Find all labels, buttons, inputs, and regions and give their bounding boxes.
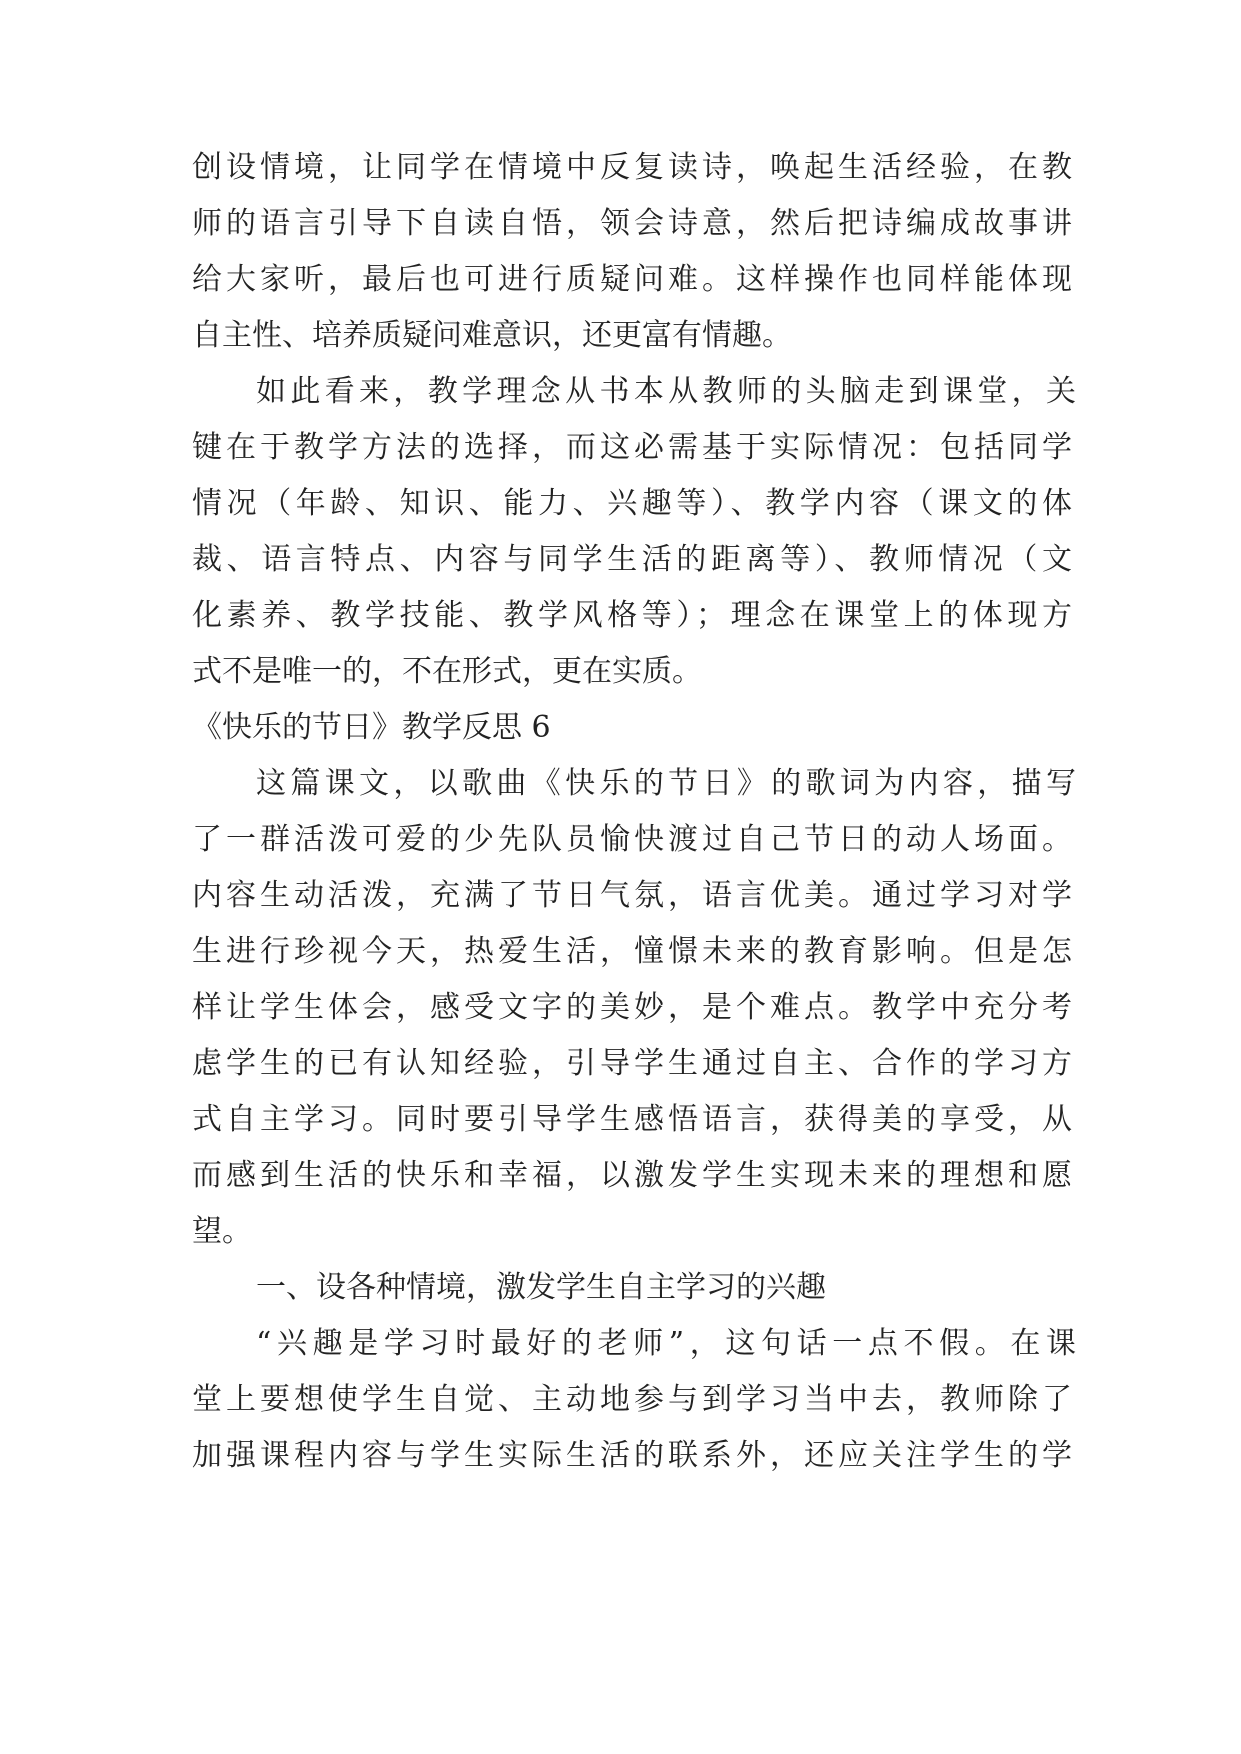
paragraph-line: 生进行珍视今天，热爱生活，憧憬未来的教育影响。但是怎 xyxy=(192,934,1072,969)
paragraph-line: 堂上要想使学生自觉、主动地参与到学习当中去，教师除了 xyxy=(192,1382,1072,1417)
paragraph-line: 加强课程内容与学生实际生活的联系外，还应关注学生的学 xyxy=(192,1438,1072,1473)
paragraph-line: 情况（年龄、知识、能力、兴趣等）、教学内容（课文的体 xyxy=(192,486,1072,521)
subheading-line: 一、设各种情境，激发学生自主学习的兴趣 xyxy=(256,1270,826,1305)
paragraph-line: 自主性、培养质疑问难意识，还更富有情趣。 xyxy=(192,318,792,353)
paragraph-line: 裁、语言特点、内容与同学生活的距离等）、教师情况（文 xyxy=(192,542,1072,577)
paragraph-line: 了一群活泼可爱的少先队员愉快渡过自己节日的动人场面。 xyxy=(192,822,1072,857)
section-heading: 《快乐的节日》教学反思 6 xyxy=(192,710,551,745)
paragraph-line: 创设情境，让同学在情境中反复读诗，唤起生活经验，在教 xyxy=(192,150,1072,185)
paragraph-line: 式自主学习。同时要引导学生感悟语言，获得美的享受，从 xyxy=(192,1102,1072,1137)
paragraph-line: 而感到生活的快乐和幸福，以激发学生实现未来的理想和愿 xyxy=(192,1158,1072,1193)
paragraph-line: 化素养、教学技能、教学风格等）；理念在课堂上的体现方 xyxy=(192,598,1072,633)
paragraph-line: 虑学生的已有认知经验，引导学生通过自主、合作的学习方 xyxy=(192,1046,1072,1081)
paragraph-line: 式不是唯一的，不在形式，更在实质。 xyxy=(192,654,702,689)
paragraph-line: 内容生动活泼，充满了节日气氛，语言优美。通过学习对学 xyxy=(192,878,1072,913)
paragraph-line: 给大家听，最后也可进行质疑问难。这样操作也同样能体现 xyxy=(192,262,1072,297)
paragraph-line: “兴趣是学习时最好的老师”，这句话一点不假。在课 xyxy=(256,1326,1076,1361)
paragraph-line: 如此看来，教学理念从书本从教师的头脑走到课堂，关 xyxy=(256,374,1076,409)
paragraph-line: 望。 xyxy=(192,1214,252,1249)
paragraph-line: 样让学生体会，感受文字的美妙，是个难点。教学中充分考 xyxy=(192,990,1072,1025)
paragraph-line: 键在于教学方法的选择，而这必需基于实际情况：包括同学 xyxy=(192,430,1072,465)
paragraph-line: 这篇课文，以歌曲《快乐的节日》的歌词为内容，描写 xyxy=(256,766,1076,801)
paragraph-line: 师的语言引导下自读自悟，领会诗意，然后把诗编成故事讲 xyxy=(192,206,1072,241)
